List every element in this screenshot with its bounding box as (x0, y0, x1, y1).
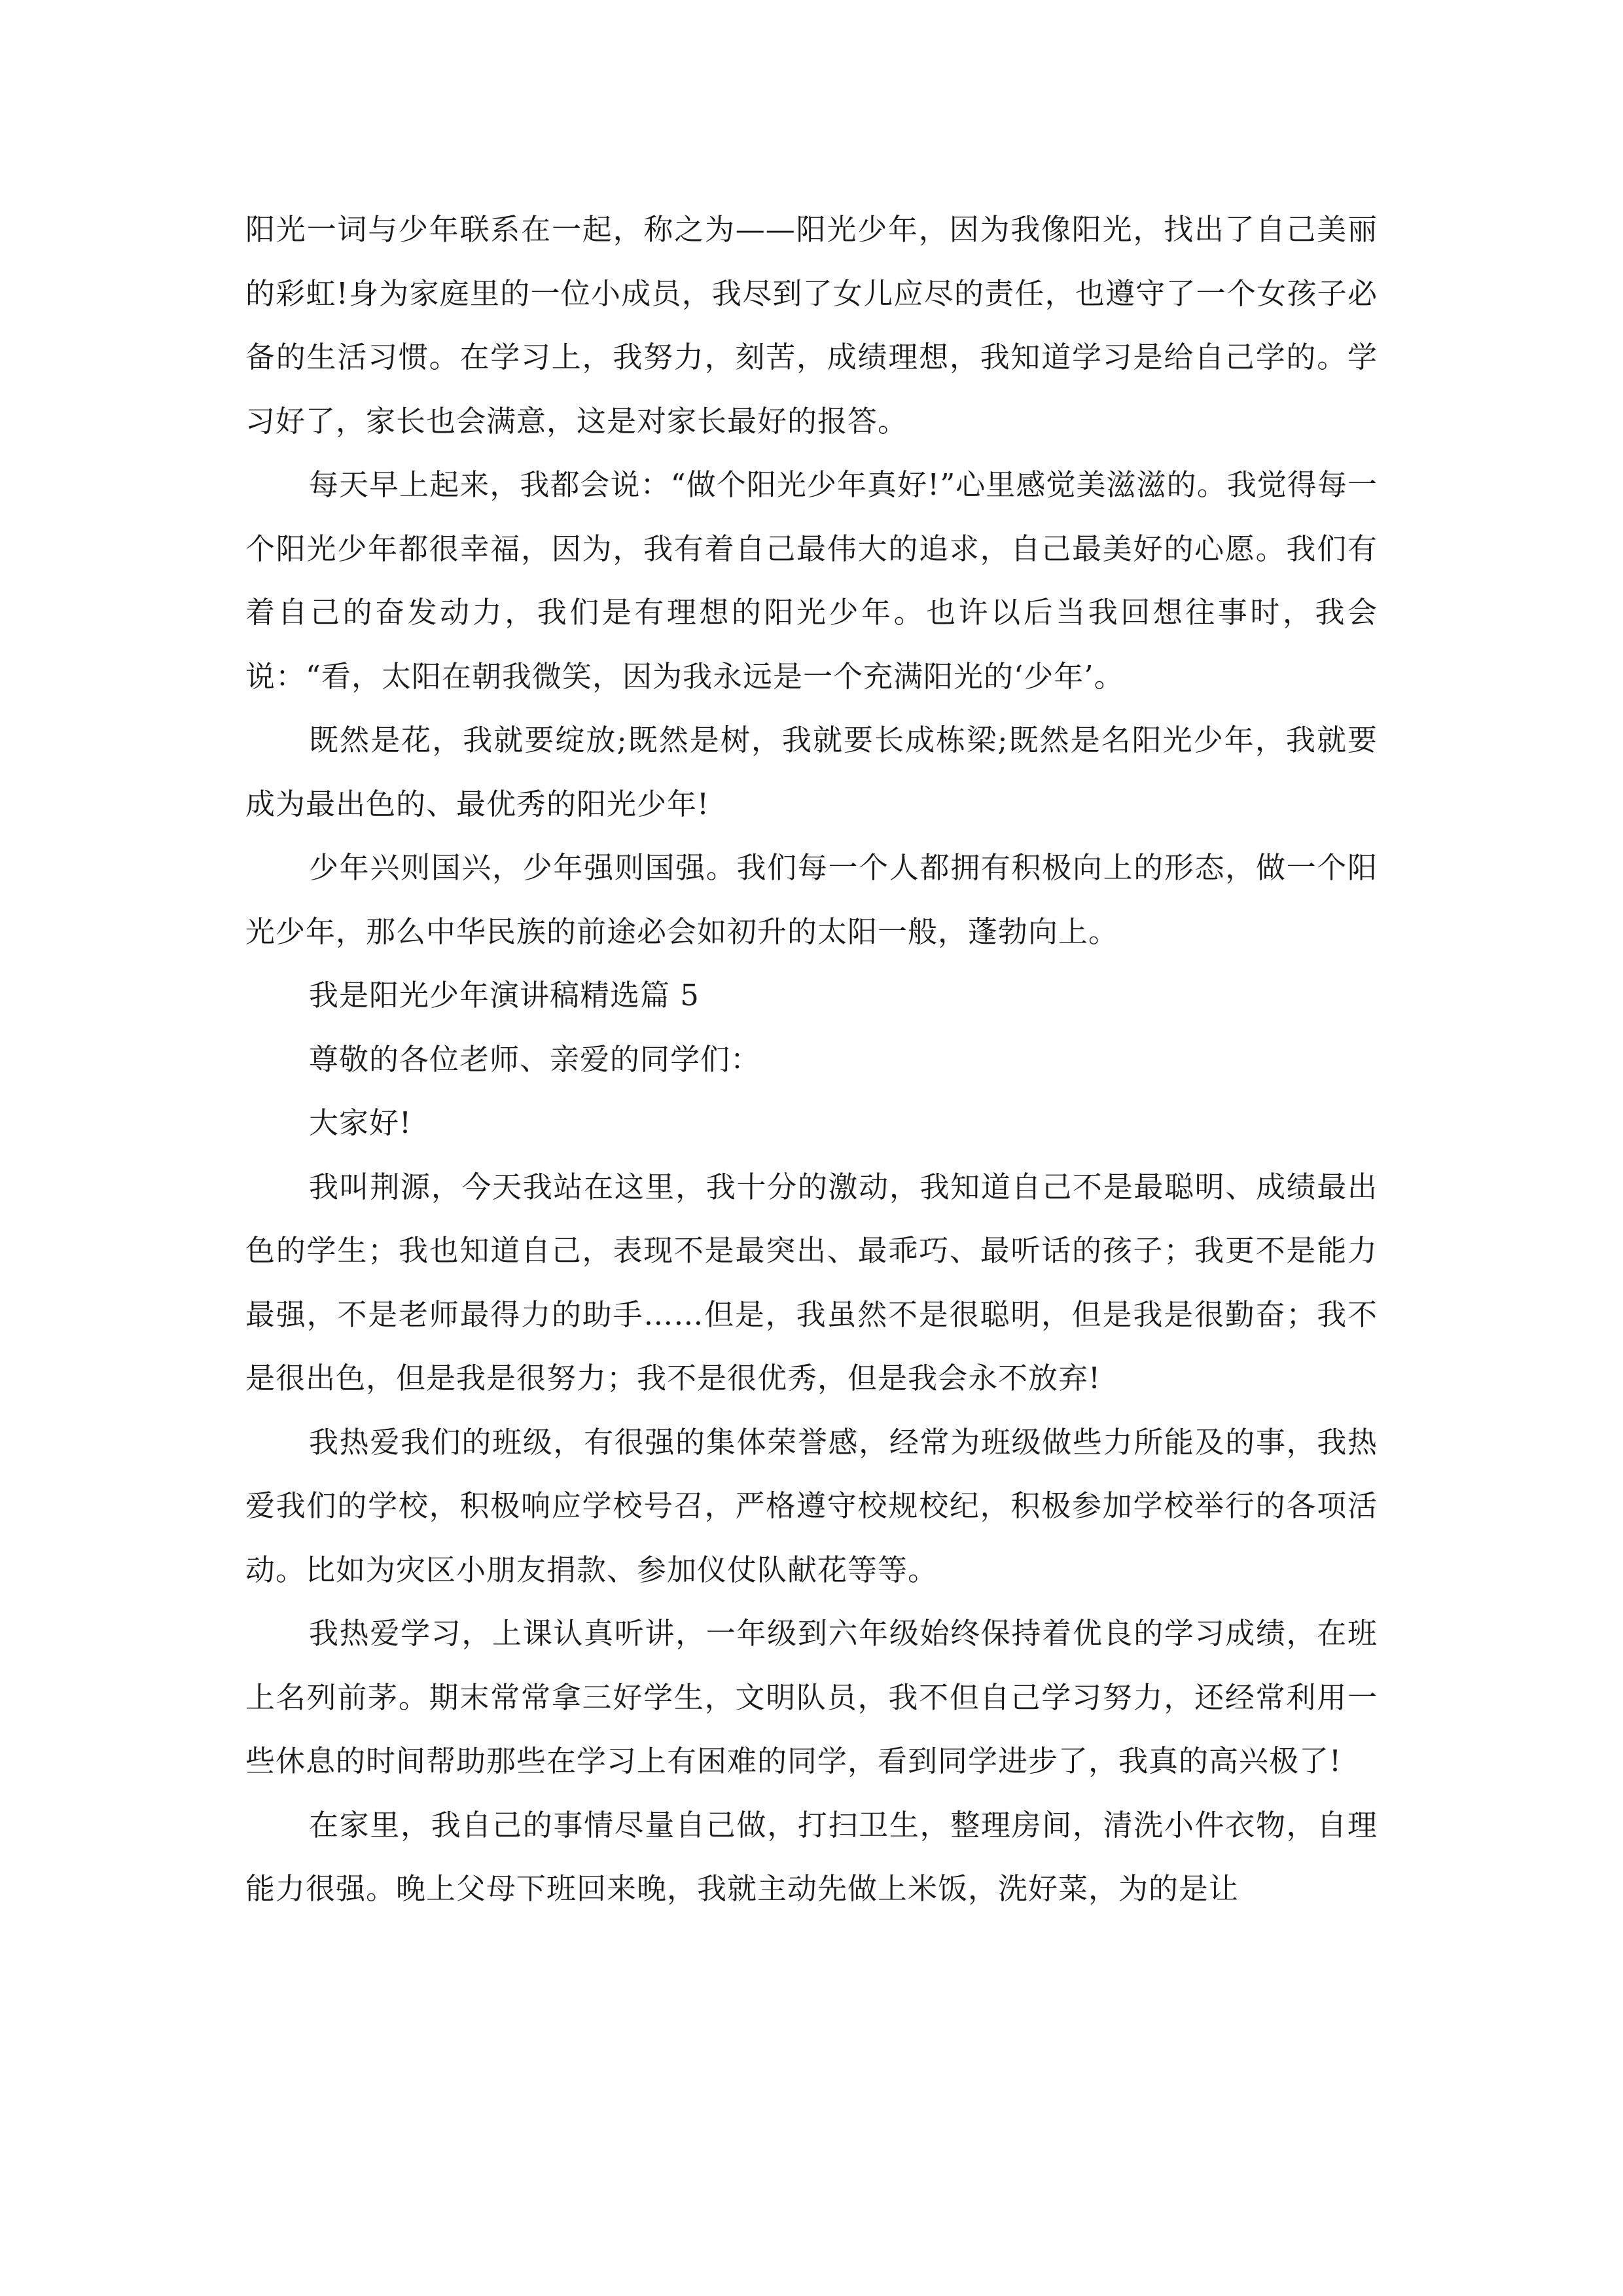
paragraph-2: 每天早上起来，我都会说：“做个阳光少年真好!”心里感觉美滋滋的。我觉得每一个阳光少年都很幸福，因为，我有着自己最伟大的追求，自己最美好的心愿。我们有着自己的奋发动力，我们是有理想的阳光少年。也许以后当我回想往事时，我会说：“看，太阳在朝我微笑，因为我永远是一个充满阳光的‘少年’。 (245, 467, 1378, 694)
paragraph-4: 少年兴则国兴，少年强则国强。我们每一个人都拥有积极向上的形态，做一个阳光少年，那么中华民族的前途必会如初升的太阳一般，蓬勃向上。 (245, 850, 1378, 949)
paragraph-6: 我热爱我们的班级，有很强的集体荣誉感，经常为班级做些力所能及的事，我热爱我们的学校，积极响应学校号召，严格遵守校规校纪，积极参加学校举行的各项活动。比如为灾区小朋友捐款、参加仪仗队献花等等。 (245, 1424, 1378, 1587)
paragraph-8: 在家里，我自己的事情尽量自己做，打扫卫生，整理房间，清洗小件衣物，自理能力很强。晚上父母下班回来晚，我就主动先做上米饭，洗好菜，为的是让 (245, 1807, 1378, 1906)
greeting: 大家好! (309, 1105, 412, 1140)
paragraph-5: 我叫荆源，今天我站在这里，我十分的激动，我知道自己不是最聪明、成绩最出色的学生；我也知道自己，表现不是最突出、最乖巧、最听话的孩子；我更不是能力最强，不是老师最得力的助手……但是，我虽然不是很聪明，但是我是很勤奋；我不是很出色，但是我是很努力；我不是很优秀，但是我会永不放弃! (245, 1169, 1378, 1395)
paragraph-3: 既然是花，我就要绽放;既然是树，我就要长成栋梁;既然是名阳光少年，我就要成为最出色的、最优秀的阳光少年! (245, 723, 1378, 821)
document-body (245, 198, 1378, 1921)
paragraph-1: 阳光一词与少年联系在一起，称之为——阳光少年，因为我像阳光，找出了自己美丽的彩虹!身为家庭里的一位小成员，我尽到了女儿应尽的责任，也遵守了一个女孩子必备的生活习惯。在学习上，我努力，刻苦，成绩理想，我知道学习是给自己学的。学习好了，家长也会满意，这是对家长最好的报答。 (245, 212, 1378, 439)
paragraph-7: 我热爱学习，上课认真听讲，一年级到六年级始终保持着优良的学习成绩，在班上名列前茅。期末常常拿三好学生，文明队员，我不但自己学习努力，还经常利用一些休息的时间帮助那些在学习上有困难的同学，看到同学进步了，我真的高兴极了! (245, 1616, 1378, 1778)
salutation: 尊敬的各位老师、亲爱的同学们： (309, 1041, 761, 1077)
section-heading: 我是阳光少年演讲稿精选篇 5 (309, 978, 700, 1013)
